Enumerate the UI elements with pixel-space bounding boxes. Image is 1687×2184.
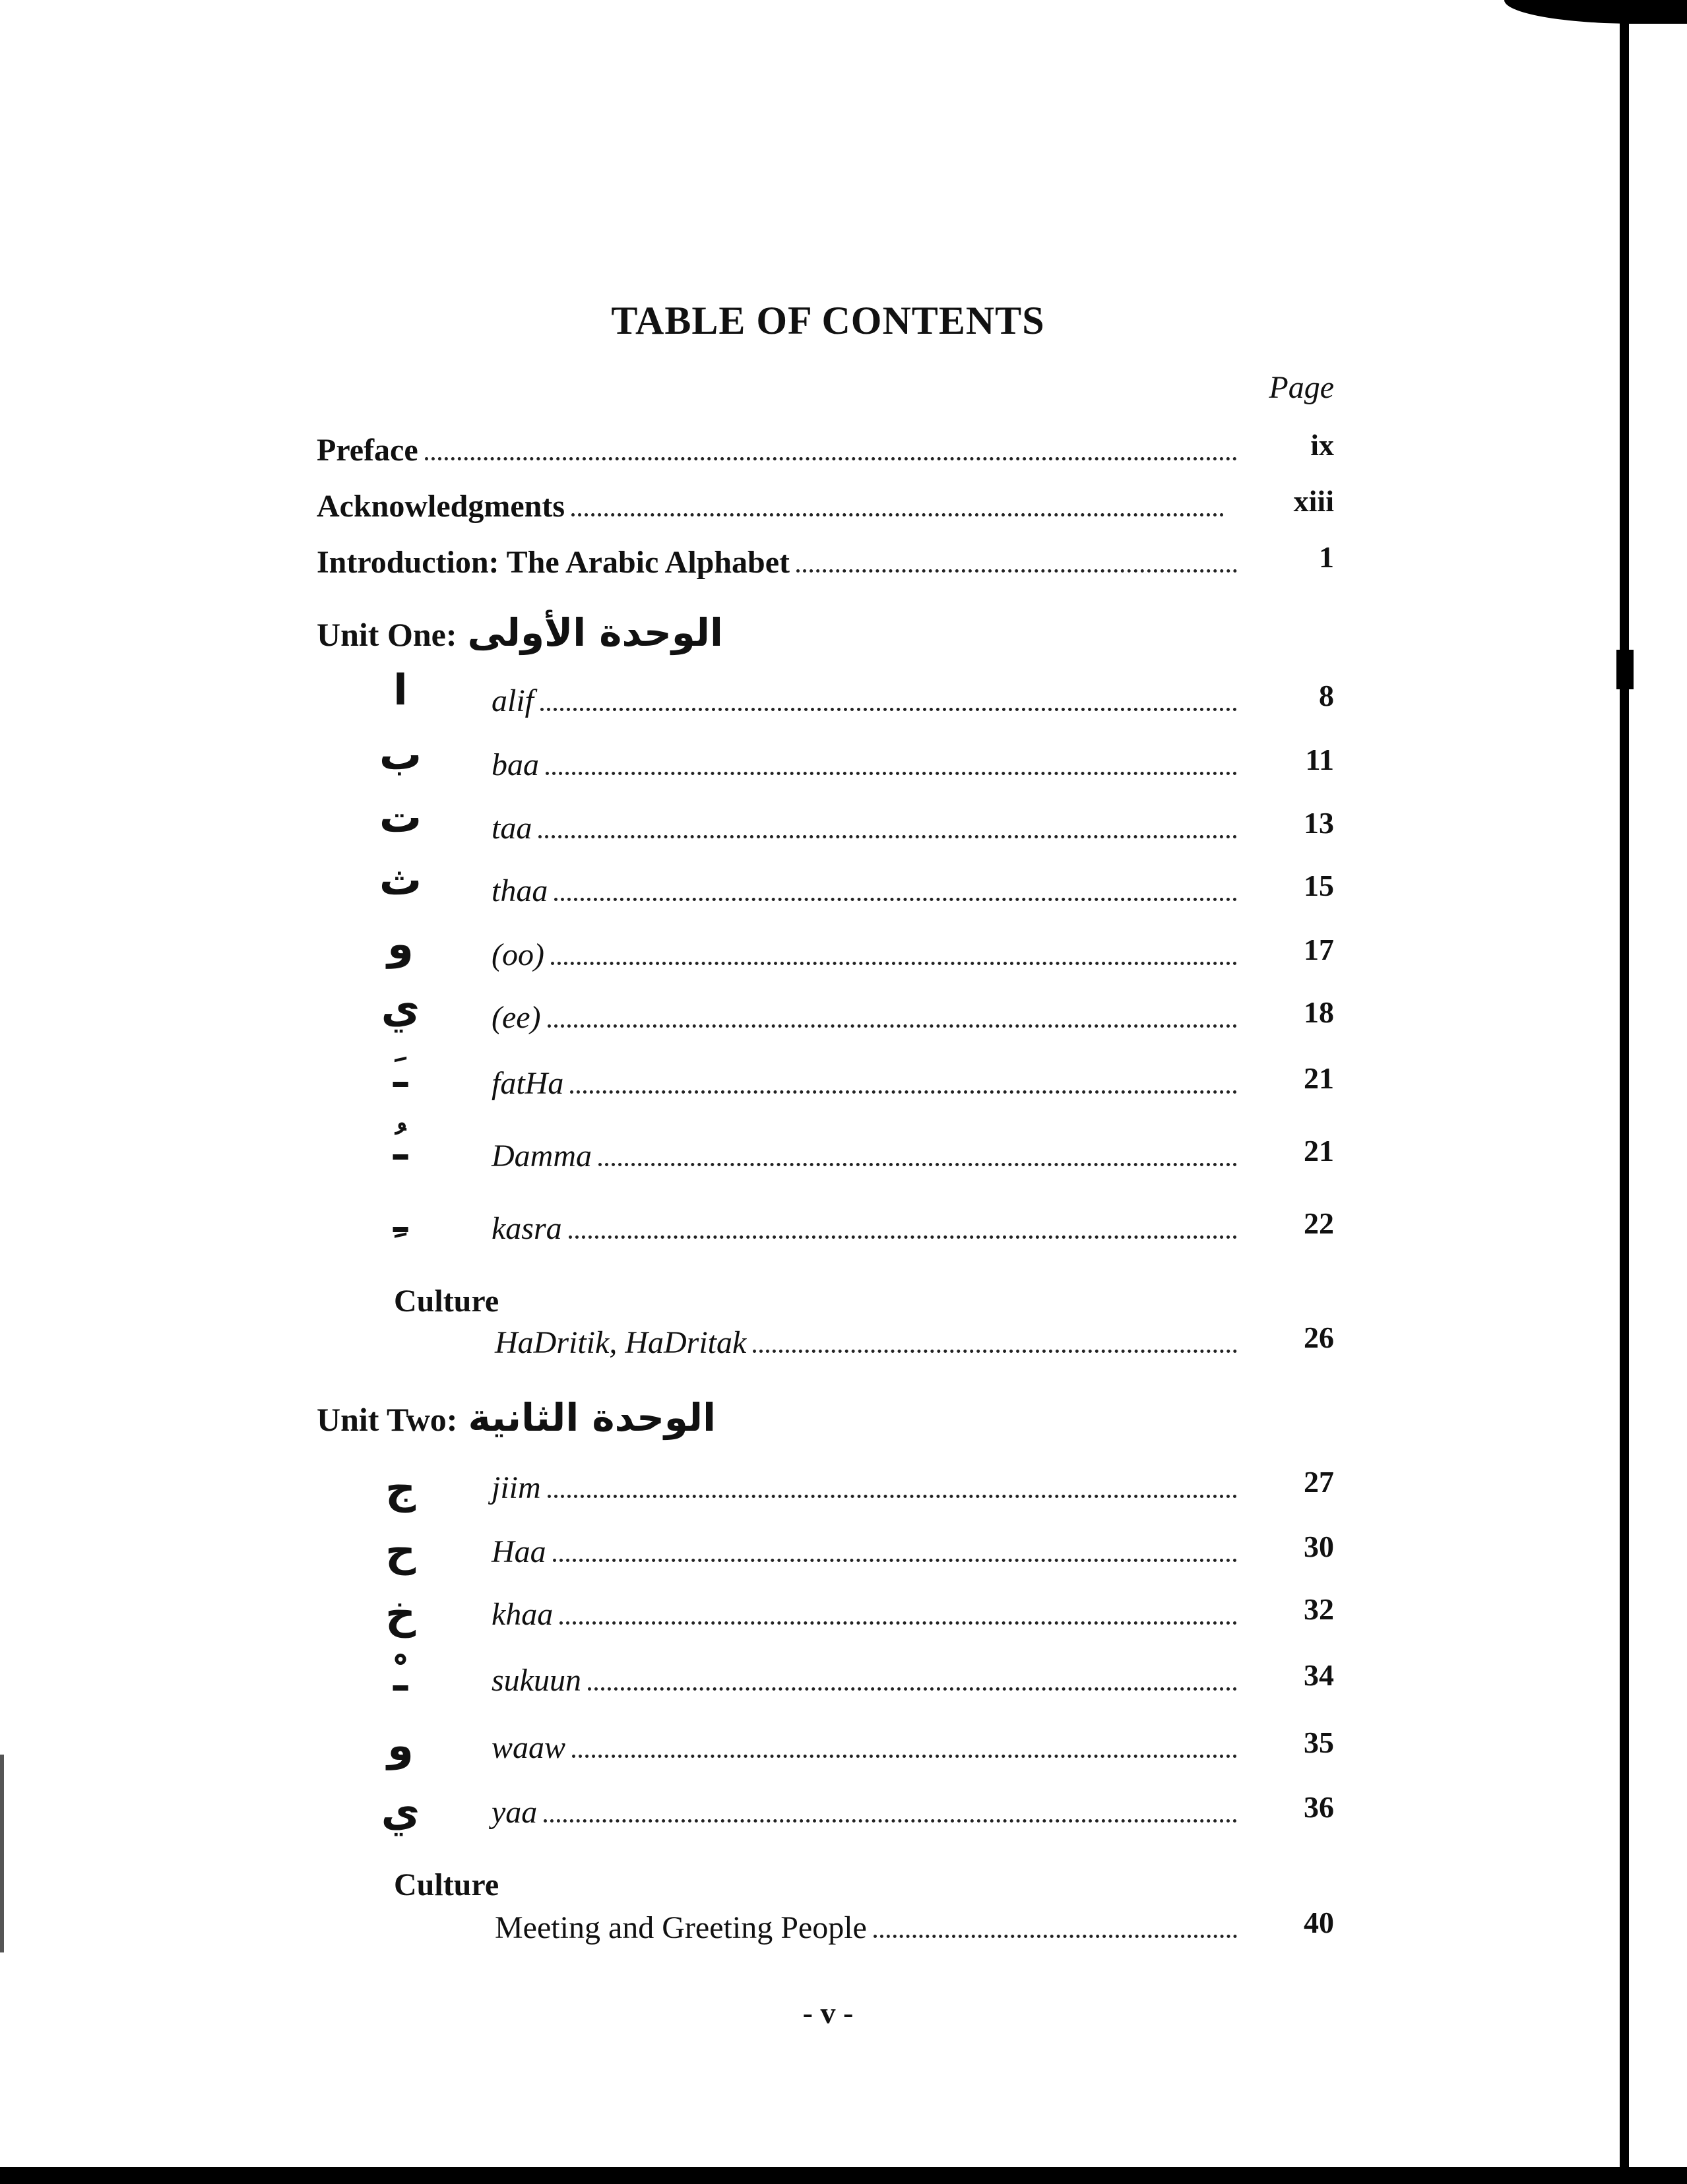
toc-page-number: 40 <box>1304 1906 1334 1939</box>
letter-glyph: خ <box>385 1590 416 1638</box>
toc-entry-fatha[interactable] <box>492 1055 1237 1102</box>
dot-leader <box>548 1495 1237 1498</box>
dot-leader <box>570 1090 1237 1094</box>
toc-entry-kasra[interactable] <box>492 1201 1237 1247</box>
letter-glyph: ث <box>379 856 422 905</box>
toc-page-number: 34 <box>1304 1658 1334 1692</box>
dot-leader <box>544 1819 1237 1823</box>
dot-leader <box>546 772 1237 775</box>
scan-edge-artifact <box>1504 0 1687 24</box>
toc-page-number: 30 <box>1304 1530 1334 1563</box>
dot-leader <box>554 898 1237 901</box>
toc-page-number: 11 <box>1305 743 1334 776</box>
letter-glyph: ا <box>393 666 408 715</box>
toc-page-number: 18 <box>1304 995 1334 1029</box>
toc-entry-label: thaa <box>492 873 548 908</box>
toc-entry-yaa[interactable] <box>492 1784 1237 1830</box>
dot-leader <box>425 457 1237 460</box>
unit-one-heading[interactable] <box>317 610 723 655</box>
diacritic-glyph: ـَ <box>393 1049 408 1098</box>
diacritic-glyph: ـْ <box>393 1652 408 1701</box>
unit-arabic-title: الوحدة الثانية <box>468 1395 716 1440</box>
scan-edge-artifact <box>1616 650 1634 689</box>
toc-page-number: 21 <box>1304 1134 1334 1168</box>
toc-entry-acknowledgments[interactable] <box>317 478 1224 524</box>
toc-page-number: xiii <box>1293 484 1334 518</box>
dot-leader <box>538 835 1237 838</box>
toc-entry-label: yaa <box>492 1795 538 1830</box>
toc-entry-label: Haa <box>492 1534 546 1569</box>
culture-heading: Culture <box>394 1284 499 1319</box>
dot-leader <box>548 1024 1237 1028</box>
letter-glyph: و <box>387 920 414 969</box>
toc-page-number: 15 <box>1304 869 1334 902</box>
dot-leader <box>551 962 1237 965</box>
toc-page-number: 36 <box>1304 1790 1334 1824</box>
toc-entry-label: fatHa <box>492 1066 564 1101</box>
dot-leader <box>559 1621 1237 1625</box>
toc-entry-taa[interactable] <box>492 800 1237 846</box>
toc-entry-alif[interactable] <box>492 673 1237 719</box>
culture-heading: Culture <box>394 1867 499 1902</box>
toc-page-number: 22 <box>1304 1206 1334 1240</box>
toc-page-number: 1 <box>1319 540 1334 574</box>
scan-edge-artifact <box>0 2167 1687 2184</box>
dot-leader <box>569 1235 1237 1239</box>
toc-entry-preface[interactable] <box>317 422 1237 468</box>
toc-entry-thaa[interactable] <box>492 863 1237 909</box>
letter-glyph: ي <box>381 984 420 1033</box>
letter-glyph: ي <box>381 1788 420 1836</box>
diacritic-glyph: ـُ <box>393 1121 408 1170</box>
toc-entry-label: taa <box>492 811 532 846</box>
toc-entry-jiim[interactable] <box>492 1460 1237 1506</box>
toc-entry-label: khaa <box>492 1597 554 1632</box>
toc-entry-haa[interactable] <box>492 1524 1237 1570</box>
toc-entry-label: waaw <box>492 1730 566 1765</box>
toc-entry-oo[interactable] <box>492 927 1237 973</box>
toc-page-number: 35 <box>1304 1726 1334 1759</box>
page-title: TABLE OF CONTENTS <box>611 299 1045 342</box>
unit-label: Unit Two: <box>317 1401 458 1438</box>
toc-entry-label: Preface <box>317 433 418 468</box>
dot-leader <box>588 1687 1237 1691</box>
toc-entry-label: HaDritik, HaDritak <box>495 1325 747 1360</box>
toc-page-number: 8 <box>1319 679 1334 712</box>
toc-entry-culture-meeting[interactable] <box>495 1900 1237 1946</box>
letter-glyph: ت <box>379 794 422 842</box>
toc-entry-label: Damma <box>492 1139 592 1173</box>
toc-entry-label: jiim <box>492 1470 541 1505</box>
letter-glyph: ب <box>379 731 422 780</box>
toc-entry-introduction[interactable] <box>317 534 1237 580</box>
dot-leader <box>874 1935 1237 1938</box>
toc-page-number: 26 <box>1304 1321 1334 1354</box>
unit-two-heading[interactable] <box>317 1395 716 1440</box>
toc-entry-culture-hadritik[interactable] <box>495 1315 1237 1361</box>
unit-arabic-title: الوحدة الأولى <box>467 610 723 655</box>
toc-entry-sukuun[interactable] <box>492 1652 1237 1699</box>
toc-entry-ee[interactable] <box>492 989 1237 1036</box>
toc-entry-baa[interactable] <box>492 737 1237 783</box>
toc-entry-label: sukuun <box>492 1663 581 1698</box>
toc-entry-label: kasra <box>492 1211 562 1246</box>
toc-page-number: 32 <box>1304 1592 1334 1626</box>
toc-entry-label: Introduction: The Arabic Alphabet <box>317 545 790 580</box>
unit-label: Unit One: <box>317 616 457 653</box>
dot-leader <box>553 1559 1237 1562</box>
toc-page-number: ix <box>1310 428 1334 462</box>
toc-entry-khaa[interactable] <box>492 1586 1237 1633</box>
toc-page-number: 21 <box>1304 1061 1334 1095</box>
toc-entry-label: (oo) <box>492 937 544 972</box>
page-footer-number: - v - <box>802 1996 854 2030</box>
dot-leader <box>598 1163 1237 1166</box>
dot-leader <box>571 513 1224 516</box>
letter-glyph: ح <box>385 1527 416 1576</box>
toc-entry-damma[interactable] <box>492 1128 1237 1174</box>
toc-page-number: 17 <box>1304 933 1334 966</box>
dot-leader <box>753 1350 1237 1353</box>
toc-entry-label: alif <box>492 683 534 718</box>
toc-entry-label: Acknowledgments <box>317 489 565 524</box>
letter-glyph: و <box>387 1722 414 1770</box>
toc-page-number: 13 <box>1304 806 1334 840</box>
dot-leader <box>796 569 1237 573</box>
diacritic-glyph: ـِ <box>393 1194 408 1243</box>
toc-entry-waaw[interactable] <box>492 1720 1237 1766</box>
letter-glyph: ج <box>385 1464 416 1513</box>
toc-entry-label: baa <box>492 747 539 782</box>
toc-entry-label: (ee) <box>492 1000 541 1035</box>
scan-edge-artifact <box>0 1755 4 1952</box>
dot-leader <box>572 1755 1237 1758</box>
toc-entry-label: Meeting and Greeting People <box>495 1910 867 1945</box>
toc-page-number: 27 <box>1304 1465 1334 1499</box>
page-column-label: Page <box>1269 370 1334 405</box>
dot-leader <box>540 708 1237 711</box>
